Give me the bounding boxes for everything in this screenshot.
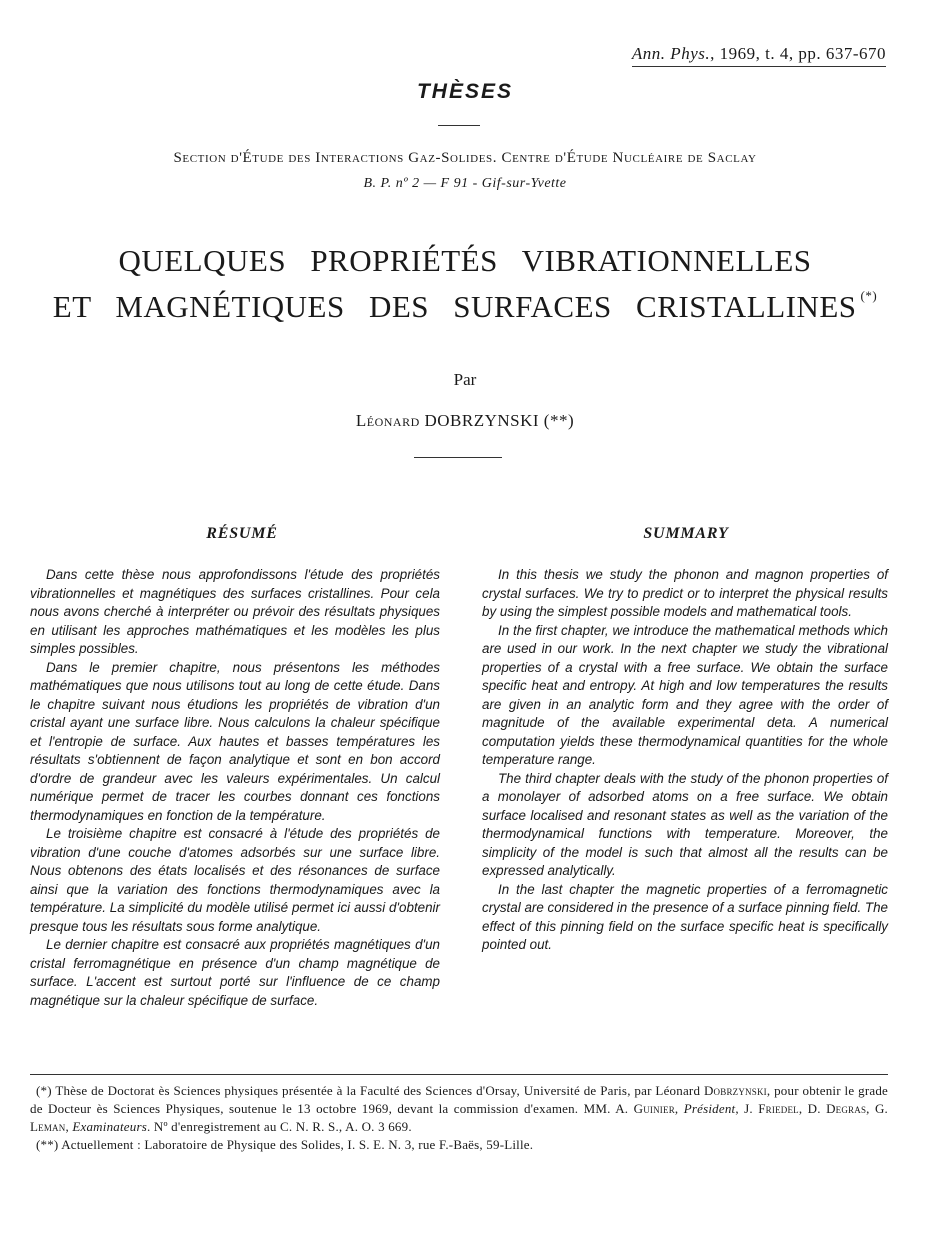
divider	[438, 125, 480, 126]
footnote-1	[30, 1082, 888, 1136]
footnotes	[30, 1082, 888, 1154]
summary-heading: SUMMARY	[643, 525, 729, 542]
resume-heading: RÉSUMÉ	[206, 525, 278, 542]
summary-paragraph: In this thesis we study the phonon and magnon properties of crystal surfaces. We try to predict or to interpret the physical results by using the simplest possible models and mathematical tools.	[482, 567, 888, 619]
journal-name: Ann. Phys.	[631, 44, 711, 63]
resume-column	[30, 566, 440, 1010]
summary-paragraph: The third chapter deals with the study of the phonon properties of a monolayer of adsorbed atoms on a free surface. We obtain surface localised and resonant states as well as the variation of the thermodynamical functions with temperature. Moreover, the simplicity of the model is such that almost all the results can be expressed analytically.	[482, 770, 888, 878]
title-footnote-marker: (*)	[860, 287, 878, 303]
summary-paragraph: In the last chapter the magnetic properties of a ferromagnetic crystal are considered in the presence of a surface pinning field. The effect of this pinning field on the surface specific heat is specifically pointed out.	[482, 881, 888, 952]
footnote-text: , D.	[798, 1101, 827, 1116]
paper-title-line-2	[0, 289, 930, 325]
theses-heading: THÈSES	[416, 80, 514, 103]
footnote-text: , pour obtenir le grade de Docteur ès Sciences Physiques, soutenue le 13 octobre 1969, devant la commission d'examen. MM. A.	[30, 1083, 888, 1116]
footnote-text: . Nº d'enregistrement au C. N. R. S., A. O. 3 669.	[146, 1119, 412, 1134]
footnote-text: , G.	[866, 1101, 889, 1116]
author-first-name: Léonard	[355, 411, 420, 430]
footnote-text: , J.	[735, 1101, 759, 1116]
footnote-text: ,	[65, 1119, 73, 1134]
footnote-name: Degras	[826, 1101, 867, 1116]
by-label: Par	[453, 370, 477, 389]
divider	[414, 457, 502, 458]
footnote-divider	[30, 1074, 888, 1075]
footnote-role: Président	[683, 1101, 736, 1116]
paper-title-line-2-text: ET MAGNÉTIQUES DES SURFACES CRISTALLINES	[52, 289, 857, 324]
footnote-text: ,	[674, 1101, 684, 1116]
journal-reference	[632, 44, 886, 67]
author-last-name: DOBRZYNSKI (**)	[424, 411, 575, 430]
footnote-name: Leman	[30, 1119, 66, 1134]
resume-paragraph: Dans cette thèse nous approfondissons l'étude des propriétés vibrationnelles et magnétiques des surfaces cristallines. Pour cela nous avons cherché à interpréter ou prévoir des résultats physiques en utilisant les approches mathématiques et les modèles les plus simples possibles.	[30, 567, 440, 656]
footnote-name: Friedel	[758, 1101, 799, 1116]
footnote-text: (*) Thèse de Doctorat ès Sciences physiques présentée à la Faculté des Sciences d'Orsay, Université de Paris, par Léonard	[36, 1083, 704, 1098]
footnote-2: (**) Actuellement : Laboratoire de Physique des Solides, I. S. E. N. 3, rue F.-Baës, 59-Lille.	[36, 1137, 534, 1152]
institution-line: Section d'Étude des Interactions Gaz-Solides. Centre d'Étude Nucléaire de Saclay	[173, 150, 757, 166]
summary-paragraph: In the first chapter, we introduce the mathematical methods which are used in our work. In the next chapter we study the vibrational properties of a crystal with a free surface. We obtain the surface specific heat and entropy. At high and low temperatures the results are given in an analytic form and they agree with the order of magnitude of the available experimental deta. A numerical computation yields these thermodynamical quantities for the whole temperature range.	[482, 622, 888, 767]
footnote-role: Examinateurs	[72, 1119, 147, 1134]
author-name	[0, 411, 930, 431]
resume-paragraph: Le dernier chapitre est consacré aux propriétés magnétiques d'un cristal ferromagnétique en présence d'un champ magnétique de surface. L'accent est surtout porté sur l'influence de ce champ magnétique sur la chaleur spécifique de surface.	[30, 937, 440, 1008]
summary-column	[482, 566, 888, 955]
address-line: B. P. nº 2 — F 91 - Gif-sur-Yvette	[363, 176, 567, 191]
resume-paragraph: Le troisième chapitre est consacré à l'étude des propriétés de vibration d'une couche d'atomes adsorbés sur une surface libre. Nous obtenons des états localisés et des résonances de surface ainsi que la variation des fonctions thermodynamiques avec la température. La simplicité du modèle utilisé permet ici aussi d'obtenir presque tous les résultats sous forme analytique.	[30, 826, 440, 934]
resume-paragraph: Dans le premier chapitre, nous présentons les méthodes mathématiques que nous utilisons tout au long de cette étude. Dans le chapitre suivant nous étudions les propriétés de vibration d'un cristal ayant une surface libre. Nous calculons la chaleur spécifique et l'entropie de surface. Aux hautes et basses températures les résultats s'obtiennent de façon analytique et sont en bon accord d'ordre de grandeur avec les valeurs expérimentales. Un calcul numérique permet de tracer les courbes donnant ces fonctions thermodynamiques en fonction de la température.	[30, 659, 440, 823]
footnote-name: Dobrzynski	[703, 1083, 767, 1098]
footnote-name: Guinier	[633, 1101, 675, 1116]
journal-volume-pages: , 1969, t. 4, pp. 637-670	[710, 44, 886, 63]
paper-title-line-1: QUELQUES PROPRIÉTÉS VIBRATIONNELLES	[118, 243, 812, 278]
